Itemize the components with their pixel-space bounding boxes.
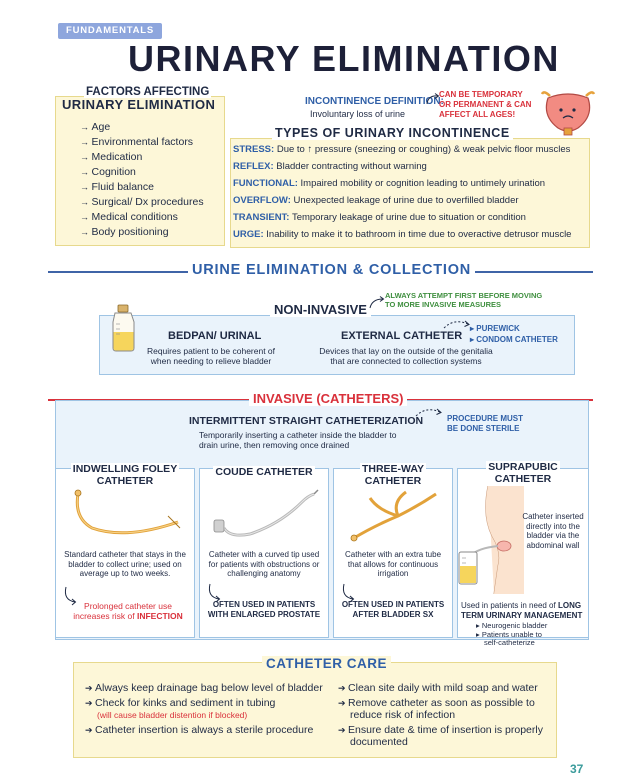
factor-item: → Fluid balance (80, 181, 154, 193)
care-item-continued: reduce risk of infection (350, 709, 456, 721)
external-catheter-description: Devices that lay on the outside of the genitalia that are connected to collection systems (319, 346, 493, 366)
incontinence-type-row: TRANSIENT: Temporary leakage of urine due to situation or condition (233, 212, 526, 223)
suprapubic-note: Used in patients in need of LONG TERM URINARY MANAGEMENT (461, 601, 583, 620)
incontinence-type-row: FUNCTIONAL: Impaired mobility or cognition leading to untimely urination (233, 178, 546, 189)
coude-note: OFTEN USED IN PATIENTS WITH ENLARGED PROSTATE (207, 600, 321, 619)
incontinence-type-row: URGE: Inability to make it to bathroom in time due to overactive detrusor muscle (233, 229, 572, 240)
incontinence-type-row: REFLEX: Bladder contracting without warning (233, 161, 427, 172)
invasive-title: INVASIVE (CATHETERS) (249, 391, 407, 406)
non-invasive-title: NON-INVASIVE (270, 302, 371, 317)
coude-catheter-icon (210, 488, 320, 544)
incontinence-definition-text: Involuntary loss of urine (310, 109, 406, 119)
factor-item: → Body positioning (80, 226, 169, 238)
curved-arrow-icon (414, 406, 444, 420)
curved-arrow-icon (442, 318, 472, 332)
foley-note: Prolonged catheter use increases risk of INFECTION (73, 601, 183, 621)
suprapubic-bullets: ▸ Neurogenic bladder ▸ Patients unable to self-catheterize (476, 621, 548, 647)
foley-description: Standard catheter that stays in the bladder to collect urine; used on average up to two weeks. (64, 550, 186, 578)
three-way-catheter-icon (348, 488, 442, 544)
care-item: ➔ Catheter insertion is always a sterile procedure (85, 724, 313, 736)
care-item: ➔ Check for kinks and sediment in tubing (85, 697, 275, 709)
factor-item: → Cognition (80, 166, 136, 178)
coude-title: COUDE CATHETER (215, 466, 313, 478)
bedpan-title: BEDPAN/ URINAL (168, 330, 262, 342)
incontinence-type-row: OVERFLOW: Unexpected leakage of urine due to overfilled bladder (233, 195, 519, 206)
factors-heading-line1: FACTORS AFFECTING (86, 86, 210, 98)
care-item: ➔ Ensure date & time of insertion is properly (338, 724, 543, 736)
factor-item: → Medical conditions (80, 211, 178, 223)
external-catheter-title: EXTERNAL CATHETER (341, 330, 463, 342)
incontinence-types-title: TYPES OF URINARY INCONTINENCE (272, 126, 513, 140)
bedpan-description: Requires patient to be coherent of when needing to relieve bladder (146, 346, 276, 366)
external-catheter-options: ▸ PUREWICK ▸ CONDOM CATHETER (470, 324, 558, 344)
three-way-description: Catheter with an extra tube that allows for continuous irrigation (344, 550, 442, 578)
factor-item: → Environmental factors (80, 136, 193, 148)
intermittent-title: INTERMITTENT STRAIGHT CATHETERIZATION (189, 415, 424, 427)
factors-heading-line2: URINARY ELIMINATION (62, 97, 216, 112)
incontinence-type-row: STRESS: Due to ↑ pressure (sneezing or coughing) & weak pelvic floor muscles (233, 144, 571, 155)
three-way-note: OFTEN USED IN PATIENTS AFTER BLADDER SX (341, 600, 445, 619)
page-title: URINARY ELIMINATION (128, 38, 560, 79)
intermittent-note: PROCEDURE MUST BE DONE STERILE (447, 414, 524, 433)
bladder-illustration-icon (540, 88, 596, 136)
suprapubic-illustration-icon (458, 486, 524, 594)
care-item: ➔ Remove catheter as soon as possible to (338, 697, 535, 709)
coude-description: Catheter with a curved tip used for patients with obstructions or challenging anatomy (208, 550, 320, 578)
foley-catheter-icon (68, 488, 184, 544)
section-tag: FUNDAMENTALS (58, 23, 162, 39)
catheter-care-title: CATHETER CARE (262, 656, 391, 671)
factor-item: → Medication (80, 151, 142, 163)
care-item-continued: documented (350, 736, 408, 748)
suprapubic-description: Catheter inserted directly into the bladder via the abdominal wall (522, 512, 584, 550)
three-way-title: THREE-WAY CATHETER (361, 463, 425, 487)
factor-item: → Surgical/ Dx procedures (80, 196, 204, 208)
urinal-icon (110, 304, 138, 352)
care-item: ➔ Clean site daily with mild soap and water (338, 682, 538, 694)
foley-title: INDWELLING FOLEY CATHETER (72, 463, 178, 487)
incontinence-definition-label: INCONTINENCE DEFINITION: (305, 96, 444, 107)
factor-item: → Age (80, 121, 110, 133)
care-item: ➔ Always keep drainage bag below level of bladder (85, 682, 323, 694)
section-title: URINE ELIMINATION & COLLECTION (188, 262, 475, 278)
intermittent-description: Temporarily inserting a catheter inside the bladder to drain urine, then removing once drained (199, 430, 397, 450)
page-number: 37 (570, 762, 584, 776)
care-item-subnote: (will cause bladder distention if blocked) (97, 710, 248, 720)
curved-arrow-icon (368, 296, 386, 310)
suprapubic-title: SUPRAPUBIC CATHETER (488, 461, 558, 485)
incontinence-note: CAN BE TEMPORARY OR PERMANENT & CAN AFFECT ALL AGES! (439, 90, 532, 119)
non-invasive-note: ALWAYS ATTEMPT FIRST BEFORE MOVING TO MORE INVASIVE MEASURES (385, 291, 543, 309)
